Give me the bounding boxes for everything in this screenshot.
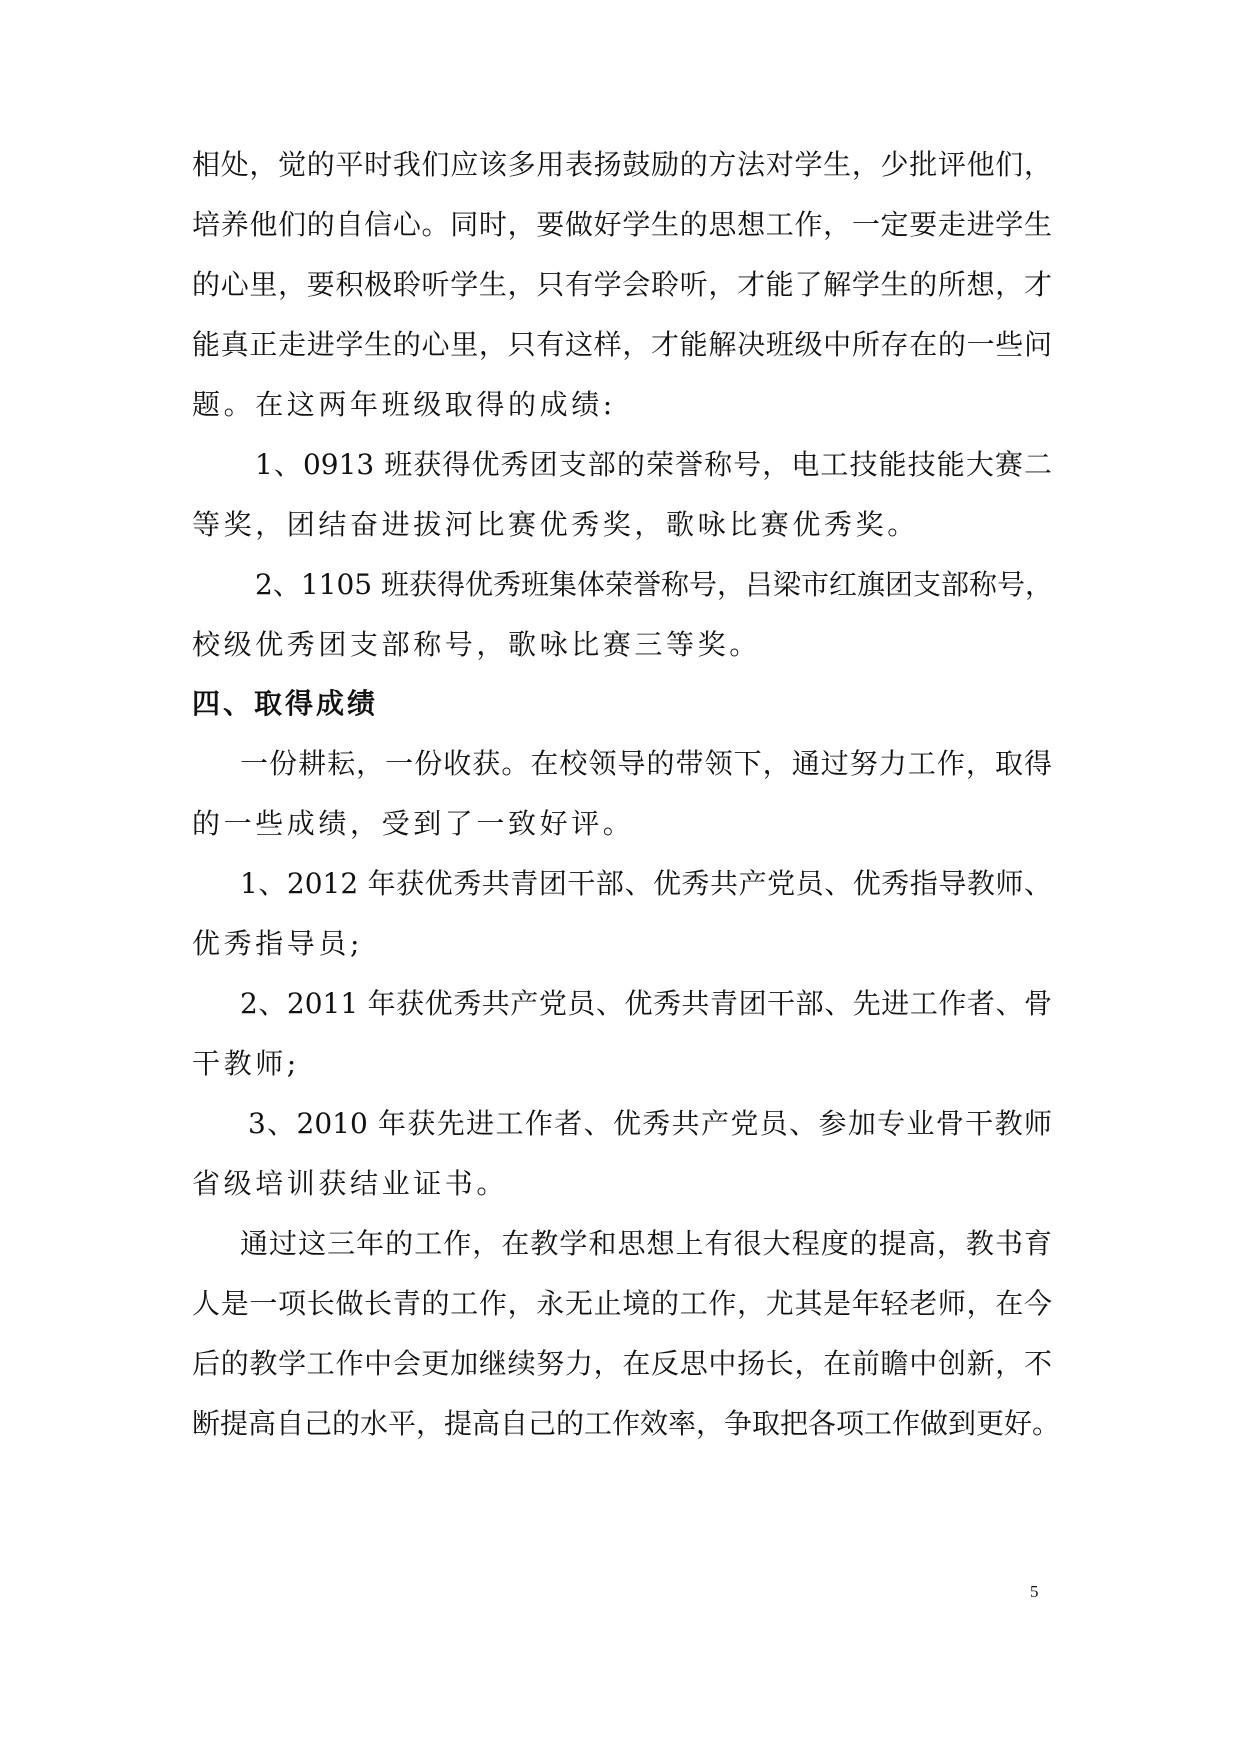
body-text-line: 断提高自己的水平，提高自己的工作效率，争取把各项工作做到更好。 <box>192 1407 1061 1440</box>
list-item-text: 1、0913 班获得优秀团支部的荣誉称号，电工技能技能大赛二 <box>255 448 1052 481</box>
section-heading: 四、取得成绩 <box>192 687 379 720</box>
body-text-line: 相处，觉的平时我们应该多用表扬鼓励的方法对学生，少批评他们， <box>192 148 1052 181</box>
body-text-line: 培养他们的自信心。同时，要做好学生的思想工作，一定要走进学生 <box>192 208 1052 241</box>
body-text-line: 通过这三年的工作，在教学和思想上有很大程度的提高，教书育 <box>240 1227 1052 1260</box>
list-item-text: 2、1105 班获得优秀班集体荣誉称号，吕梁市红旗团支部称号， <box>255 568 1053 601</box>
body-text-line: 人是一项长做长青的工作，永无止境的工作，尤其是年轻老师，在今 <box>192 1287 1052 1320</box>
body-text-line: 后的教学工作中会更加继续努力，在反思中扬长，在前瞻中创新，不 <box>192 1347 1052 1380</box>
list-item-continuation: 干教师; <box>192 1047 300 1080</box>
page-number: 5 <box>1030 1582 1039 1601</box>
list-item-text: 3、2010 年获先进工作者、优秀共产党员、参加专业骨干教师 <box>248 1107 1052 1140</box>
body-text-line: 的一些成绩，受到了一致好评。 <box>192 807 635 840</box>
body-text-line: 能真正走进学生的心里，只有这样，才能解决班级中所存在的一些问 <box>192 328 1052 361</box>
list-item-text: 2、2011 年获优秀共产党员、优秀共青团干部、先进工作者、骨 <box>240 987 1052 1020</box>
list-item-continuation: 校级优秀团支部称号，歌咏比赛三等奖。 <box>192 628 761 661</box>
list-item-continuation: 等奖，团结奋进拔河比赛优秀奖，歌咏比赛优秀奖。 <box>192 508 919 541</box>
body-text-line: 一份耕耘，一份收获。在校领导的带领下，通过努力工作，取得 <box>240 747 1052 780</box>
body-text-line: 题。在这两年班级取得的成绩: <box>192 388 616 421</box>
list-item-continuation: 优秀指导员; <box>192 927 364 960</box>
list-item-text: 1、2012 年获优秀共青团干部、优秀共产党员、优秀指导教师、 <box>240 867 1052 900</box>
body-text-line: 的心里，要积极聆听学生，只有学会聆听，才能了解学生的所想，才 <box>192 268 1052 301</box>
list-item-continuation: 省级培训获结业证书。 <box>192 1167 509 1200</box>
